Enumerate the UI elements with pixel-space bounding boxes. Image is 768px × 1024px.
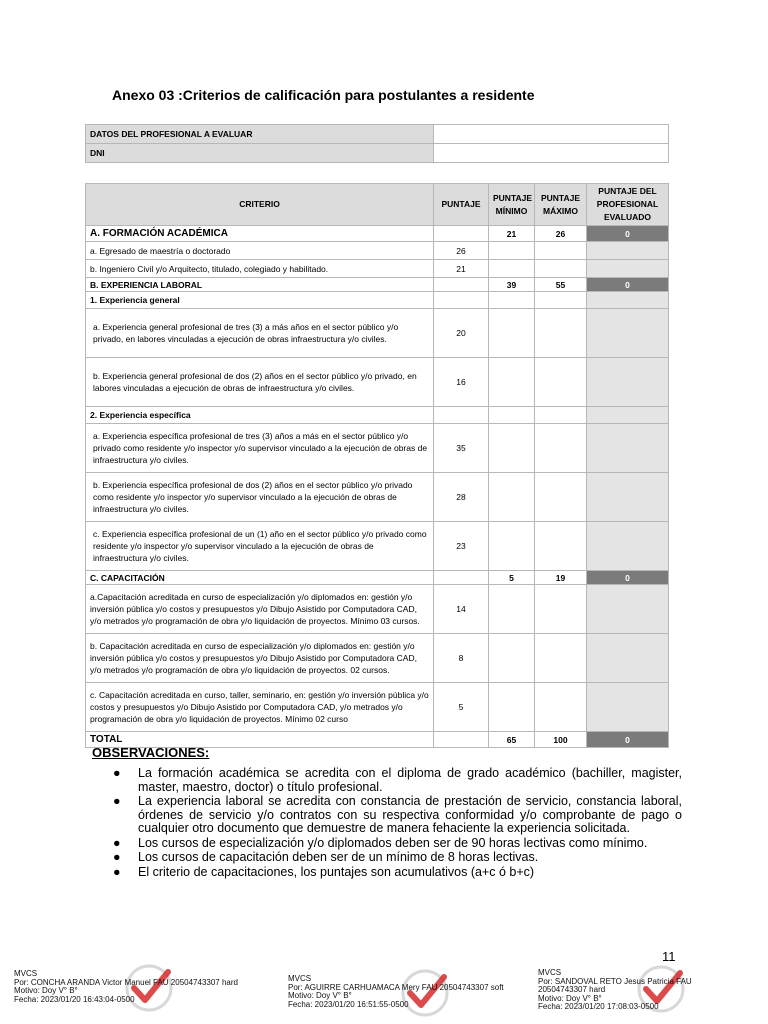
criteria-row [86, 473, 669, 522]
criteria-evaluated [587, 358, 669, 407]
criteria-max [535, 473, 587, 522]
criteria-text: b. Capacitación acreditada en curso de especialización y/o diplomados en: gestión y/o inversión pública y/o costos y presupuestos y/o Dibujo Asistido por Computadora CAD, y/o metrados y/o programación de obra y/o liquidación de proyectos. 02 cursos. [86, 634, 434, 683]
section-c-min: 5 [489, 571, 535, 585]
signature-line: Por: SANDOVAL RETO Jesus Patricia FAU [538, 976, 692, 986]
section-a-row [86, 226, 669, 242]
section-a-points [434, 226, 489, 242]
section-c-label: C. CAPACITACIÓN [86, 571, 434, 585]
bullet-icon: ● [113, 835, 121, 850]
observation-text: Los cursos de capacitación deben ser de un mínimo de 8 horas lectivas. [138, 850, 539, 864]
criteria-points: 16 [434, 358, 489, 407]
header-puntaje: PUNTAJE [434, 184, 489, 226]
observations-title: OBSERVACIONES: [92, 745, 210, 760]
signature-line: 20504743307 hard [538, 985, 606, 994]
criteria-evaluated [587, 242, 669, 260]
section-b-evaluated: 0 [587, 278, 669, 292]
criteria-min [489, 473, 535, 522]
criteria-max [535, 585, 587, 634]
header-minimo: PUNTAJE MÍNIMO [489, 184, 535, 226]
empty-cell [489, 292, 535, 309]
criteria-max [535, 242, 587, 260]
criteria-text: b. Experiencia general profesional de dos (2) años en el sector público y/o privado, en labores vinculadas a ejecución de obras de infraestructura y/o civiles. [86, 358, 434, 407]
total-max: 100 [535, 732, 587, 748]
total-label: TOTAL [86, 732, 434, 748]
section-a-label: A. FORMACIÓN ACADÉMICA [86, 226, 434, 242]
criteria-points: 8 [434, 634, 489, 683]
observation-item [113, 794, 682, 836]
page-title: Anexo 03 :Criterios de calificación para postulantes a residente [112, 87, 535, 103]
section-c-max: 19 [535, 571, 587, 585]
criteria-points: 28 [434, 473, 489, 522]
criteria-min [489, 522, 535, 571]
profile-label: DATOS DEL PROFESIONAL A EVALUAR [86, 125, 434, 144]
bullet-icon: ● [113, 864, 121, 879]
bullet-icon: ● [113, 766, 121, 780]
profile-row [86, 125, 669, 144]
dni-label: DNI [86, 144, 434, 163]
signature-line: Motivo: Doy V° B° [14, 986, 78, 995]
criteria-text: c. Experiencia específica profesional de un (1) año en el sector público y/o privado como residente y/o inspector y/o supervisor vinculado a la ejecución de obras de infraestructura y/o civiles. [86, 522, 434, 571]
section-a-evaluated: 0 [587, 226, 669, 242]
criteria-min [489, 683, 535, 732]
empty-cell [535, 292, 587, 309]
criteria-row [86, 358, 669, 407]
subsection-specific-row [86, 407, 669, 424]
criteria-max [535, 260, 587, 278]
signature-line: Motivo: Doy V° B° [538, 993, 602, 1003]
section-c-evaluated: 0 [587, 571, 669, 585]
signature-line: Motivo: Doy V° B° [288, 991, 352, 1000]
signature-stamp-2 [288, 975, 504, 1009]
observation-text: La formación académica se acredita con el diploma de grado académico (bachiller, magister, master, maestro, doctor) o título profesional. [138, 766, 682, 794]
criteria-row [86, 634, 669, 683]
criteria-evaluated [587, 634, 669, 683]
observations-section [92, 745, 682, 880]
criteria-max [535, 683, 587, 732]
criteria-row [86, 242, 669, 260]
criteria-min [489, 585, 535, 634]
criteria-row [86, 683, 669, 732]
criteria-evaluated [587, 309, 669, 358]
signature-line: MVCS [14, 969, 38, 978]
criteria-max [535, 358, 587, 407]
criteria-points: 21 [434, 260, 489, 278]
dni-value-field[interactable] [434, 144, 669, 163]
criteria-points: 5 [434, 683, 489, 732]
section-a-max: 26 [535, 226, 587, 242]
section-b-row [86, 278, 669, 292]
page-number: 11 [662, 949, 676, 964]
criteria-points: 26 [434, 242, 489, 260]
empty-cell [434, 292, 489, 309]
criteria-points: 35 [434, 424, 489, 473]
criteria-text: b. Experiencia específica profesional de dos (2) años en el sector público y/o privado como residente y/o inspector y/o supervisor vinculado a la ejecución de obras de infraestructura y/o civiles. [86, 473, 434, 522]
signature-line: MVCS [538, 968, 562, 977]
section-c-points [434, 571, 489, 585]
criteria-evaluated [587, 260, 669, 278]
criteria-evaluated [587, 473, 669, 522]
observation-item [113, 835, 682, 851]
signature-line: Fecha: 2023/01/20 16:43:04-0500 [14, 994, 135, 1004]
criteria-row [86, 260, 669, 278]
section-c-row [86, 571, 669, 585]
criteria-row [86, 424, 669, 473]
signature-line: Por: AGUIRRE CARHUAMACA Mery FAU 20504743307 soft [288, 982, 504, 992]
profile-table [85, 124, 669, 163]
criteria-text: c. Capacitación acreditada en curso, taller, seminario, en: gestión y/o inversión pública y/o costos y presupuestos y/o Dibujo Asistido por Computadora CAD, y/o metrados y/o programación de obra y/o liquidación de proyectos. Mínimo 02 curso [86, 683, 434, 732]
observation-text: El criterio de capacitaciones, los puntajes son acumulativos (a+c ó b+c) [138, 864, 535, 879]
observation-item [113, 766, 682, 794]
signature-line: Fecha: 2023/01/20 16:51:55-0500 [288, 999, 409, 1009]
section-b-label: B. EXPERIENCIA LABORAL [86, 278, 434, 292]
observation-text: La experiencia laboral se acredita con constancia de prestación de servicio, constancia laboral, órdenes de servicio y/o contratos con su respectiva conformidad y/o comprobante de pago o cualquier otro documento que demuestre de manera fehaciente la experiencia solicitada. [138, 794, 682, 835]
criteria-max [535, 424, 587, 473]
criteria-text: a.Capacitación acreditada en curso de especialización y/o diplomados en: gestión y/o inversión pública y/o costos y presupuestos y/o Dibujo Asistido por Computadora CAD, y/o metrados y/o programación de obra y/o liquidación de proyectos. Mínimo 03 cursos. [86, 585, 434, 634]
subsection-general-label: 1. Experiencia general [86, 292, 434, 309]
criteria-min [489, 634, 535, 683]
criteria-row [86, 522, 669, 571]
criteria-min [489, 358, 535, 407]
criteria-text: a. Experiencia específica profesional de tres (3) años a más en el sector público y/o privado como residente y/o inspector y/o supervisor vinculado a la ejecución de obras de infraestructura y/o civiles. [86, 424, 434, 473]
empty-cell [535, 407, 587, 424]
header-criterio: CRITERIO [86, 184, 434, 226]
criteria-evaluated [587, 585, 669, 634]
criteria-table [85, 183, 669, 748]
bullet-icon: ● [113, 794, 121, 808]
criteria-text: b. Ingeniero Civil y/o Arquitecto, titulado, colegiado y habilitado. [86, 260, 434, 278]
empty-cell [489, 407, 535, 424]
criteria-evaluated [587, 522, 669, 571]
criteria-evaluated [587, 424, 669, 473]
bullet-icon: ● [113, 850, 121, 864]
criteria-row [86, 309, 669, 358]
observation-item [113, 864, 682, 880]
criteria-min [489, 260, 535, 278]
section-b-max: 55 [535, 278, 587, 292]
subsection-general-row [86, 292, 669, 309]
dni-row [86, 144, 669, 163]
signature-line: Fecha: 2023/01/20 17:08:03-0500 [538, 1002, 659, 1011]
total-min: 65 [489, 732, 535, 748]
section-b-min: 39 [489, 278, 535, 292]
criteria-text: a. Experiencia general profesional de tres (3) a más años en el sector público y/o privado, en labores vinculadas a ejecución de obras infraestructura y/o civiles. [86, 309, 434, 358]
criteria-points: 14 [434, 585, 489, 634]
signature-line: Por: CONCHA ARANDA Victor Manuel FAU 20504743307 hard [14, 977, 238, 987]
header-evaluado: PUNTAJE DEL PROFESIONAL EVALUADO [587, 184, 669, 226]
criteria-max [535, 309, 587, 358]
signature-stamp-3 [538, 969, 692, 1012]
section-a-min: 21 [489, 226, 535, 242]
criteria-points: 20 [434, 309, 489, 358]
criteria-row [86, 585, 669, 634]
section-b-points [434, 278, 489, 292]
empty-cell [434, 407, 489, 424]
criteria-min [489, 242, 535, 260]
subsection-specific-label: 2. Experiencia específica [86, 407, 434, 424]
header-maximo: PUNTAJE MÁXIMO [535, 184, 587, 226]
signature-line: MVCS [288, 974, 312, 983]
criteria-points: 23 [434, 522, 489, 571]
criteria-header-row [86, 184, 669, 226]
criteria-evaluated [587, 683, 669, 732]
observation-item [113, 850, 682, 865]
observations-list [92, 767, 682, 879]
criteria-max [535, 522, 587, 571]
observation-text: Los cursos de especialización y/o diplomados deben ser de 90 horas lectivas como mínimo. [138, 835, 648, 850]
signature-stamp-1 [14, 970, 238, 1004]
profile-value-field[interactable] [434, 125, 669, 144]
empty-cell [587, 292, 669, 309]
empty-cell [587, 407, 669, 424]
criteria-min [489, 424, 535, 473]
criteria-max [535, 634, 587, 683]
total-evaluated: 0 [587, 732, 669, 748]
criteria-min [489, 309, 535, 358]
criteria-text: a. Egresado de maestría o doctorado [86, 242, 434, 260]
